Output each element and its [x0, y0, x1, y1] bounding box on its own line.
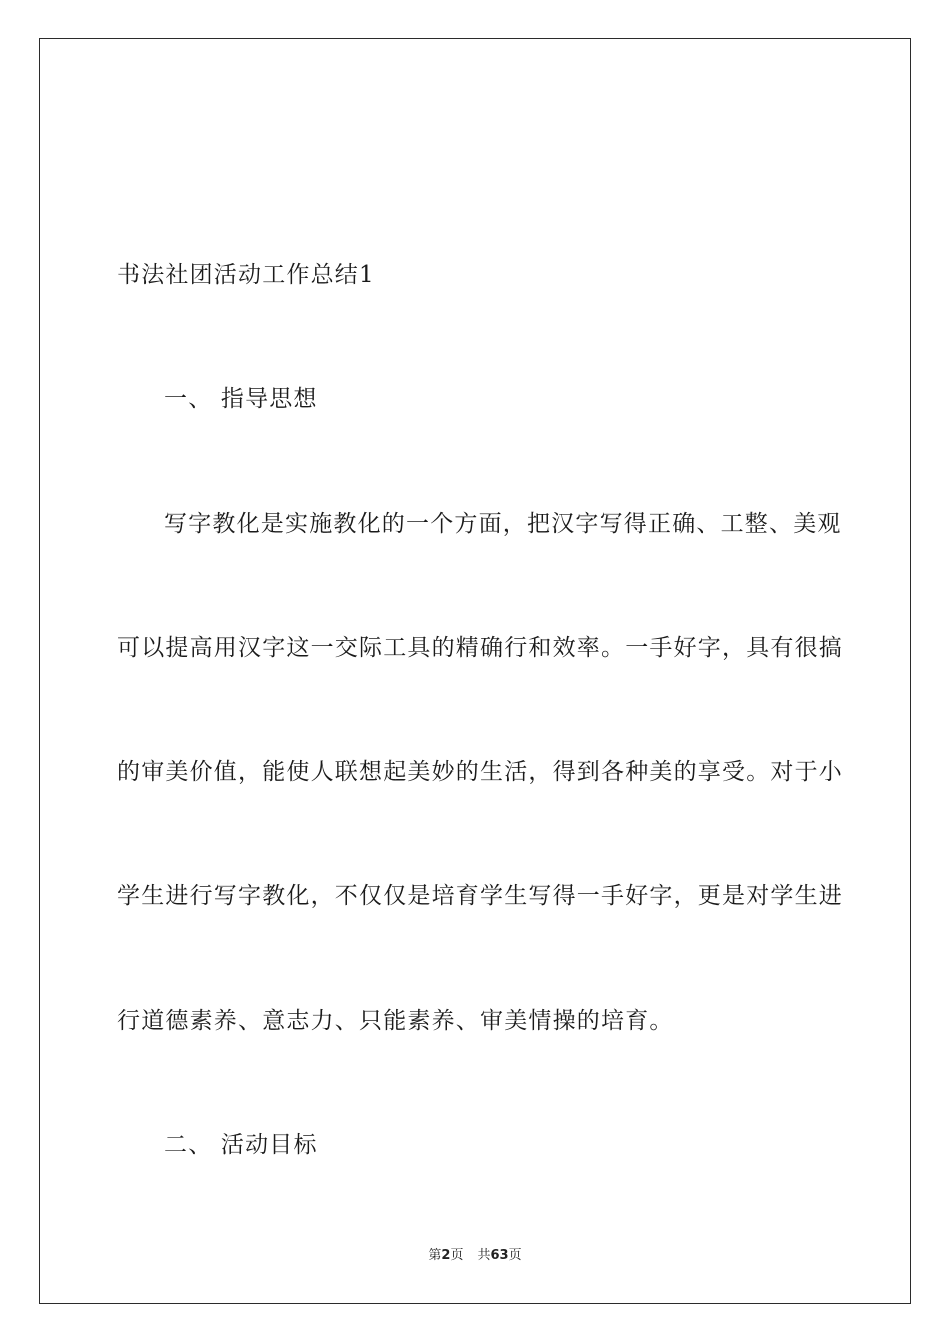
- footer-page-suffix: 页: [450, 1248, 464, 1263]
- paragraph-line: 行道德素养、意志力、只能素养、审美情操的培育。: [117, 1008, 674, 1034]
- footer-total-pages: 63: [490, 1248, 509, 1263]
- section-heading-guiding-thought: 一、 指导思想: [164, 386, 318, 412]
- page-frame: [39, 38, 911, 1304]
- document-title: 书法社团活动工作总结1: [117, 262, 375, 288]
- paragraph-line: 的审美价值，能使人联想起美妙的生活，得到各种美的享受。对于小: [117, 759, 843, 785]
- page-footer: [0, 1247, 950, 1265]
- footer-total-suffix: 页: [508, 1248, 522, 1263]
- footer-page-number: 2: [441, 1248, 451, 1263]
- footer-total-prefix: 共: [477, 1248, 491, 1263]
- paragraph-line: 写字教化是实施教化的一个方面，把汉字写得正确、工整、美观: [164, 511, 842, 537]
- section-heading-activity-goals: 二、 活动目标: [164, 1132, 318, 1158]
- paragraph-line: 学生进行写字教化，不仅仅是培育学生写得一手好字，更是对学生进: [117, 883, 843, 909]
- footer-page-prefix: 第: [428, 1248, 442, 1263]
- paragraph-line: 可以提高用汉字这一交际工具的精确行和效率。一手好字，具有很搞: [117, 635, 843, 661]
